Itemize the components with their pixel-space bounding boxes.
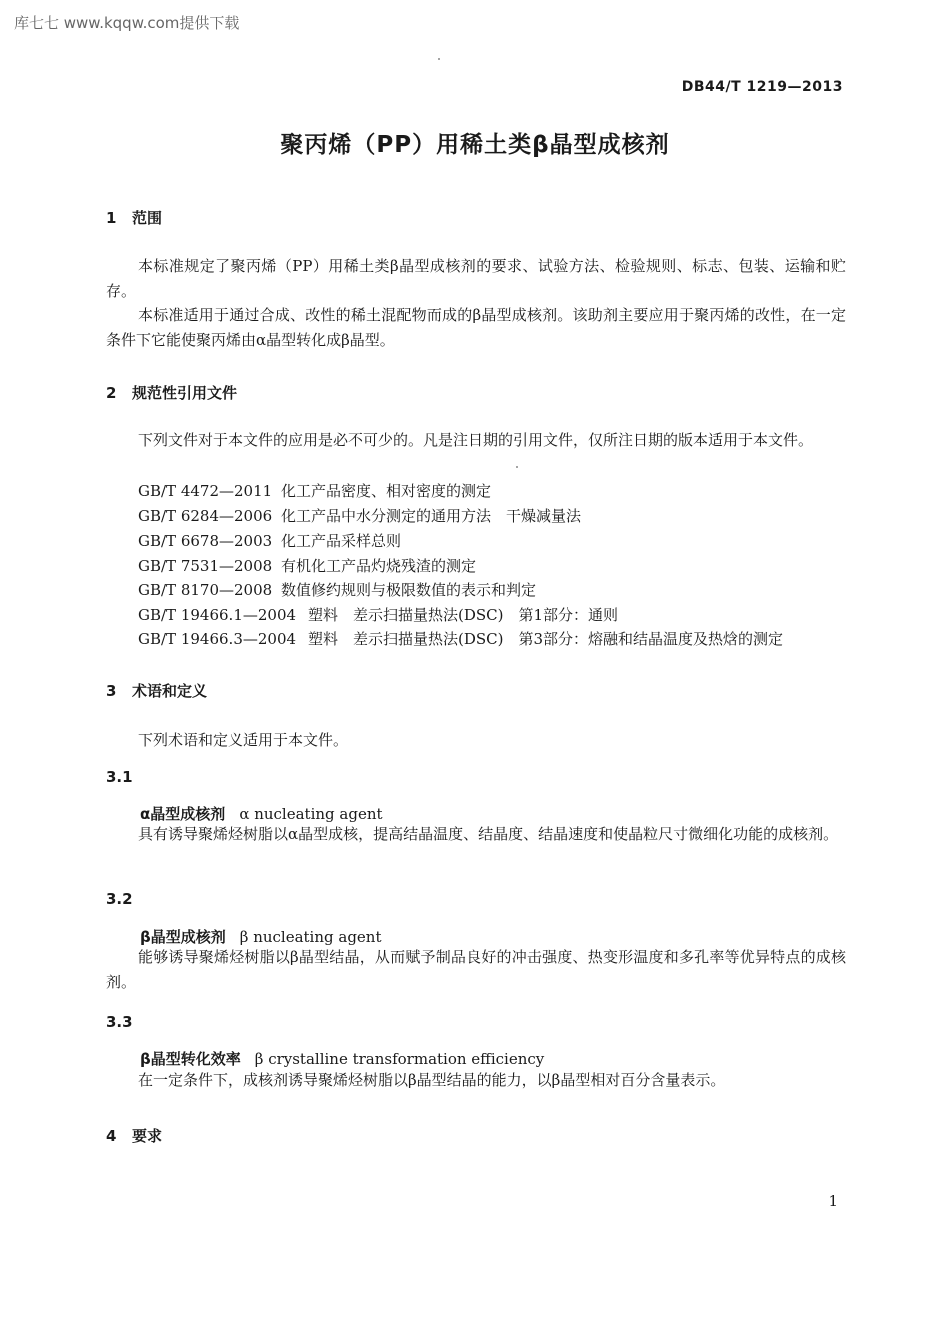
page-number: 1 bbox=[828, 1192, 838, 1210]
reference-code: GB/T 19466.1—2004 bbox=[138, 606, 297, 624]
watermark-text: 库七七 www.kqqw.com提供下载 bbox=[14, 14, 240, 32]
term-en: β crystalline transformation efficiency bbox=[254, 1050, 545, 1068]
section-number: 4 bbox=[106, 1127, 117, 1145]
paragraph: 下列术语和定义适用于本文件。 bbox=[138, 731, 349, 749]
term-definition: 能够诱导聚烯烃树脂以β晶型结晶，从而赋予制品良好的冲击强度、热变形温度和多孔率等优异特点的成核剂。 bbox=[106, 948, 846, 991]
term-entry bbox=[140, 1048, 544, 1069]
speck bbox=[438, 58, 440, 60]
reference-code: GB/T 4472—2011 bbox=[138, 482, 273, 500]
section-2-heading bbox=[106, 382, 237, 403]
section-title: 要求 bbox=[132, 1127, 163, 1145]
document-title: 聚丙烯（PP）用稀土类β晶型成核剂 bbox=[280, 132, 670, 158]
section-number: 2 bbox=[106, 384, 117, 402]
reference-item bbox=[138, 505, 581, 526]
reference-code: GB/T 6678—2003 bbox=[138, 532, 273, 550]
term-zh: β晶型成核剂 bbox=[140, 928, 226, 946]
reference-title: 有机化工产品灼烧残渣的测定 bbox=[281, 557, 477, 575]
reference-title: 数值修约规则与极限数值的表示和判定 bbox=[281, 581, 537, 599]
term-zh: α晶型成核剂 bbox=[140, 805, 226, 823]
reference-item bbox=[138, 480, 491, 501]
reference-title: 塑料 差示扫描量热法(DSC) 第1部分：通则 bbox=[308, 606, 619, 624]
paragraph: 本标准规定了聚丙烯（PP）用稀土类β晶型成核剂的要求、试验方法、检验规则、标志、包装、运输和贮存。 bbox=[106, 257, 846, 300]
reference-code: GB/T 7531—2008 bbox=[138, 557, 273, 575]
section-title: 规范性引用文件 bbox=[132, 384, 238, 402]
reference-title: 塑料 差示扫描量热法(DSC) 第3部分：熔融和结晶温度及热焓的测定 bbox=[308, 630, 784, 648]
clause-number: 3.3 bbox=[106, 1013, 133, 1031]
reference-code: GB/T 6284—2006 bbox=[138, 507, 273, 525]
term-definition: 具有诱导聚烯烃树脂以α晶型成核，提高结晶温度、结晶度、结晶速度和使晶粒尺寸微细化功能的成核剂。 bbox=[138, 825, 839, 843]
reference-item bbox=[138, 555, 476, 576]
section-title: 范围 bbox=[132, 209, 163, 227]
reference-item bbox=[138, 579, 536, 600]
reference-item bbox=[138, 604, 618, 625]
section-number: 1 bbox=[106, 209, 117, 227]
section-4-heading bbox=[106, 1125, 162, 1146]
term-entry bbox=[140, 803, 383, 824]
term-en: α nucleating agent bbox=[239, 805, 383, 823]
reference-item bbox=[138, 628, 783, 649]
clause-number: 3.2 bbox=[106, 890, 133, 908]
reference-code: GB/T 19466.3—2004 bbox=[138, 630, 297, 648]
section-1-heading bbox=[106, 207, 162, 228]
reference-title: 化工产品密度、相对密度的测定 bbox=[281, 482, 492, 500]
paragraph: 下列文件对于本文件的应用是必不可少的。凡是注日期的引用文件，仅所注日期的版本适用于本文件。 bbox=[138, 431, 814, 449]
reference-title: 化工产品中水分测定的通用方法 干燥减量法 bbox=[281, 507, 582, 525]
term-entry bbox=[140, 926, 382, 947]
reference-code: GB/T 8170—2008 bbox=[138, 581, 273, 599]
reference-item bbox=[138, 530, 401, 551]
reference-title: 化工产品采样总则 bbox=[281, 532, 402, 550]
standard-number: DB44/T 1219—2013 bbox=[681, 79, 843, 95]
term-en: β nucleating agent bbox=[239, 928, 382, 946]
section-title: 术语和定义 bbox=[132, 682, 208, 700]
section-3-heading bbox=[106, 680, 207, 701]
term-definition: 在一定条件下，成核剂诱导聚烯烃树脂以β晶型结晶的能力，以β晶型相对百分含量表示。 bbox=[138, 1071, 726, 1089]
term-zh: β晶型转化效率 bbox=[140, 1050, 241, 1068]
paragraph: 本标准适用于通过合成、改性的稀土混配物而成的β晶型成核剂。该助剂主要应用于聚丙烯的改性，在一定条件下它能使聚丙烯由α晶型转化成β晶型。 bbox=[106, 306, 846, 349]
speck bbox=[516, 466, 518, 468]
section-number: 3 bbox=[106, 682, 117, 700]
clause-number: 3.1 bbox=[106, 768, 133, 786]
